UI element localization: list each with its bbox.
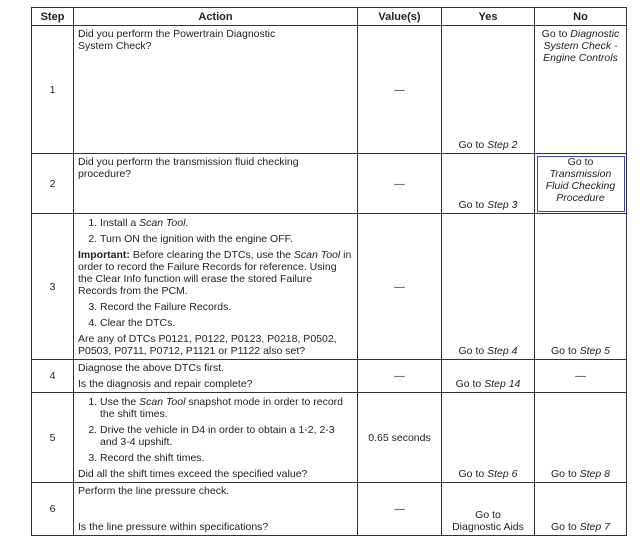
list-item: 1. Use the Scan Tool snapshot mode in order to record the shift times. xyxy=(100,396,353,420)
step-number: 2 xyxy=(32,154,74,214)
question: Did all the shift times exceed the specified value? xyxy=(78,468,308,480)
yes-cell[interactable]: Go to Step 6 xyxy=(442,393,535,483)
no-cell[interactable]: Go to Transmission Fluid Checking Procedure xyxy=(535,154,627,214)
yes-cell[interactable]: Go to Diagnostic Aids xyxy=(442,483,535,536)
action-text: Perform the line pressure check. xyxy=(78,485,230,497)
step-number: 3 xyxy=(32,214,74,360)
header-no: No xyxy=(535,8,627,26)
yes-cell[interactable]: Go to Step 3 xyxy=(442,154,535,214)
table-row xyxy=(32,154,627,214)
value-cell: — xyxy=(358,26,442,154)
question: Is the line pressure within specifications? xyxy=(78,521,269,533)
list-item: 2. Drive the vehicle in D4 in order to obtain a 1-2, 2-3 and 3-4 upshift. xyxy=(100,424,353,448)
header-action: Action xyxy=(74,8,358,26)
value-cell: — xyxy=(358,360,442,393)
header-values: Value(s) xyxy=(358,8,442,26)
value-cell: 0.65 seconds xyxy=(358,393,442,483)
header-row xyxy=(32,8,627,26)
table-row xyxy=(32,214,627,360)
list-item: 4. Clear the DTCs. xyxy=(100,317,353,329)
action-cell xyxy=(74,483,358,536)
list-item: 3. Record the Failure Records. xyxy=(100,301,353,313)
list-item: 2. Turn ON the ignition with the engine OFF. xyxy=(100,233,353,245)
yes-cell[interactable]: Go to Step 14 xyxy=(442,360,535,393)
diagnostic-table xyxy=(31,7,627,536)
step-number: 1 xyxy=(32,26,74,154)
header-yes: Yes xyxy=(442,8,535,26)
question: Are any of DTCs P0121, P0122, P0123, P0218, P0502, P0503, P0711, P0712, P1121 or P1122 also set? xyxy=(78,333,337,357)
no-cell[interactable]: Go to Step 5 xyxy=(535,214,627,360)
table-row xyxy=(32,26,627,154)
instruction-list xyxy=(78,217,353,245)
value-cell: — xyxy=(358,214,442,360)
action-text: Diagnose the above DTCs first. xyxy=(78,362,224,374)
value-cell: — xyxy=(358,154,442,214)
action-cell xyxy=(74,214,358,360)
question: Did you perform the Powertrain Diagnostic System Check? xyxy=(78,28,276,52)
table-row xyxy=(32,483,627,536)
step-number: 6 xyxy=(32,483,74,536)
no-cell[interactable]: Go to Step 8 xyxy=(535,393,627,483)
instruction-list xyxy=(78,396,353,464)
table-row xyxy=(32,360,627,393)
important-note: Important: Before clearing the DTCs, use the Scan Tool in order to record the Failure Records for reference. Using the Clear Info function will erase the stored Failure Records from the PCM. xyxy=(78,249,352,297)
no-cell: — xyxy=(535,360,627,393)
instruction-list xyxy=(78,301,353,329)
action-cell xyxy=(74,26,358,154)
question: Did you perform the transmission fluid checking procedure? xyxy=(78,156,299,180)
list-item: 1. Install a Scan Tool. xyxy=(100,217,353,229)
step-number: 5 xyxy=(32,393,74,483)
action-cell xyxy=(74,360,358,393)
action-cell xyxy=(74,393,358,483)
yes-cell[interactable]: Go to Step 4 xyxy=(442,214,535,360)
action-cell xyxy=(74,154,358,214)
table-row xyxy=(32,393,627,483)
step-number: 4 xyxy=(32,360,74,393)
list-item: 3. Record the shift times. xyxy=(100,452,353,464)
no-cell[interactable]: Go to Step 7 xyxy=(535,483,627,536)
no-cell[interactable]: Go to Diagnostic System Check - Engine Controls xyxy=(535,26,627,154)
value-cell: — xyxy=(358,483,442,536)
header-step: Step xyxy=(32,8,74,26)
yes-cell[interactable]: Go to Step 2 xyxy=(442,26,535,154)
question: Is the diagnosis and repair complete? xyxy=(78,378,253,390)
